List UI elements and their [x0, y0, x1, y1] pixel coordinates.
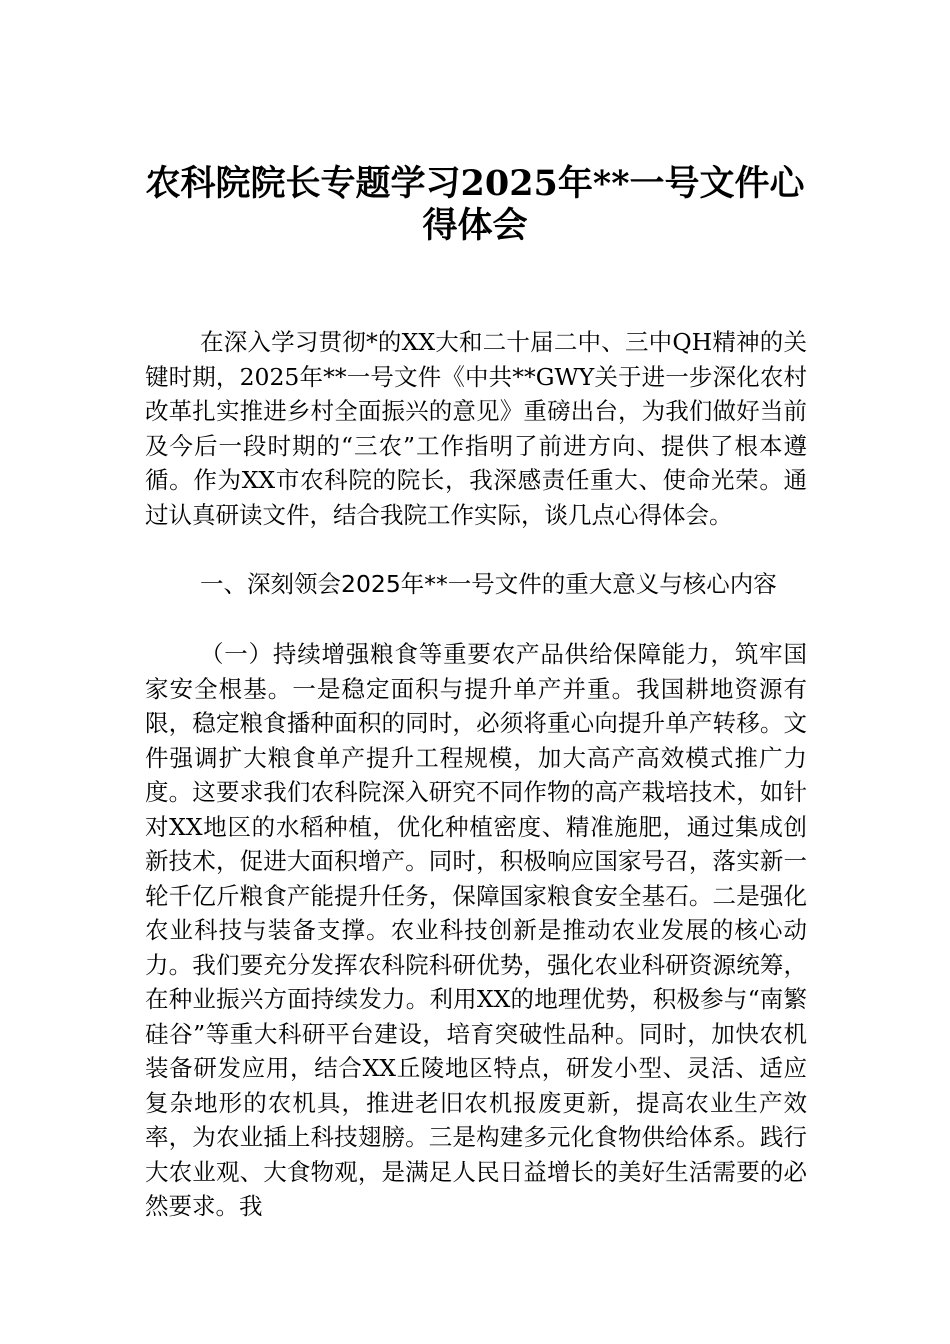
document-title-line-2: 得体会: [422, 205, 528, 246]
document-title-line-1: 农科院院长专题学习2025年**一号文件心: [145, 163, 805, 204]
section-1-paragraph-1: （一）持续增强粮食等重要农产品供给保障能力，筑牢国家安全根基。一是稳定面积与提升单产并重。我国耕地资源有限，稳定粮食播种面积的同时，必须将重心向提升单产转移。文件强调扩大粮食单产提升工程规模，加大高产高效模式推广力度。这要求我们农科院深入研究不同作物的高产栽培技术，如针对XX地区的水稻种植，优化种植密度、精准施肥，通过集成创新技术，促进大面积增产。同时，积极响应国家号召，落实新一轮千亿斤粮食产能提升任务，保障国家粮食安全基石。二是强化农业科技与装备支撑。农业科技创新是推动农业发展的核心动力。我们要充分发挥农科院科研优势，强化农业科研资源统筹，在种业振兴方面持续发力。利用XX的地理优势，积极参与“南繁硅谷”等重大科研平台建设，培育突破性品种。同时，加快农机装备研发应用，结合XX丘陵地区特点，研发小型、灵活、适应复杂地形的农机具，推进老旧农机报废更新，提高农业生产效率，为农业插上科技翅膀。三是构建多元化食物供给体系。践行大农业观、大食物观，是满足人民日益增长的美好生活需要的必然要求。我: [145, 640, 807, 1220]
section-heading-1: 一、深刻领会2025年**一号文件的重大意义与核心内容: [200, 570, 777, 598]
intro-paragraph: 在深入学习贯彻*的XX大和二十届二中、三中QH精神的关键时期，2025年**一号文件《中共**GWY关于进一步深化农村改革扎实推进乡村全面振兴的意见》重磅出台，为我们做好当前及今后一段时期的“三农”工作指明了前进方向、提供了根本遵循。作为XX市农科院的院长，我深感责任重大、使命光荣。通过认真研读文件，结合我院工作实际，谈几点心得体会。: [145, 328, 807, 529]
